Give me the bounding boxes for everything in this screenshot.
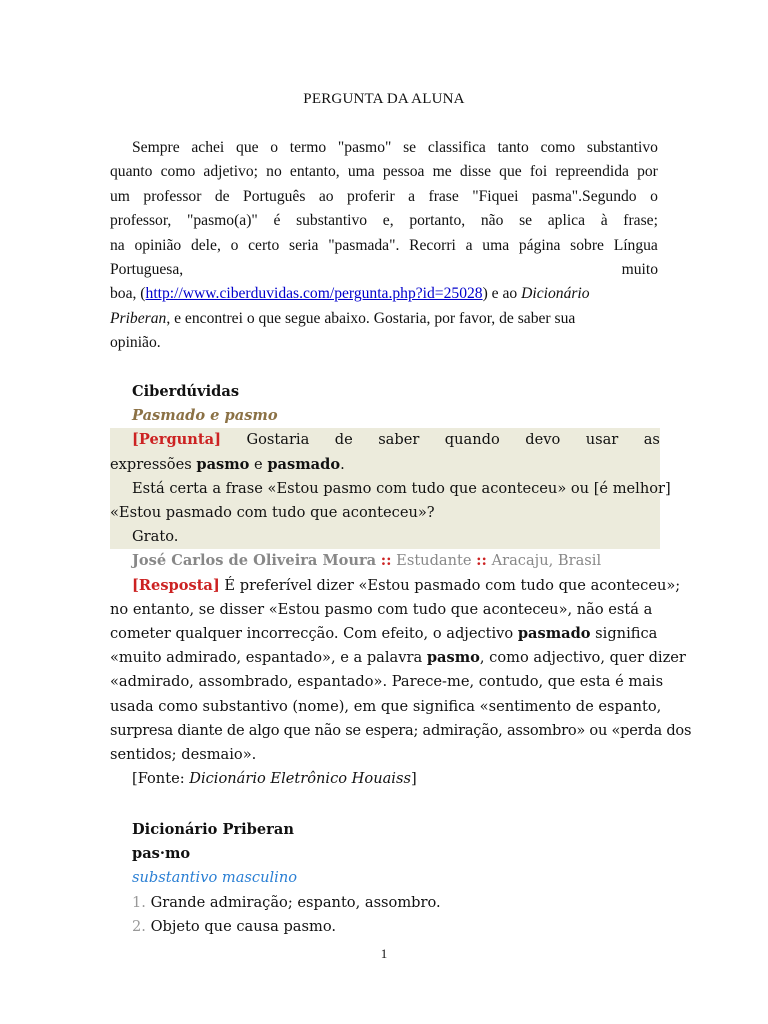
word: substantivo: [586, 139, 658, 156]
priberan-heading: Dicionário Priberan: [132, 821, 294, 838]
word: devo: [525, 431, 561, 449]
intro-line-3: [110, 185, 658, 209]
word: frase;: [623, 212, 658, 230]
word: professor: [143, 187, 202, 205]
word: o: [270, 139, 279, 156]
word: como: [540, 139, 576, 156]
answer-line-3: cometer qualquer incorrecção. Com efeito, o adjectivo pasmado significa: [110, 625, 658, 643]
word: não: [480, 212, 504, 230]
word: Português: [243, 187, 306, 205]
word: dele,: [190, 236, 221, 254]
word: que: [499, 163, 522, 181]
author-role: Estudante: [396, 552, 472, 570]
word: Língua: [613, 236, 658, 254]
author-line: José Carlos de Oliveira Moura :: Estudante :: Aracaju, Brasil: [132, 552, 602, 570]
ciberduvidas-link[interactable]: http://www.ciberduvidas.com/pergunta.php?id=25028: [145, 285, 483, 303]
question-line-3: Está certa a frase «Estou pasmo com tudo que aconteceu» ou [é melhor]: [132, 479, 671, 497]
answer-line-8: sentidos; desmaio».: [110, 746, 257, 764]
word: que: [236, 139, 259, 156]
article-subheading: Pasmado e pasmo: [132, 407, 278, 425]
source-line: [Fonte: Dicionário Eletrônico Houaiss]: [132, 770, 417, 788]
ciberduvidas-section: [110, 380, 692, 791]
word: frase: [428, 187, 459, 205]
word: na: [110, 236, 125, 254]
word: o: [650, 187, 658, 205]
question-line-1: [110, 428, 660, 452]
word: pessoa: [382, 163, 425, 181]
word: termo: [289, 139, 327, 156]
word: "pasmada".: [328, 236, 400, 254]
word: como: [160, 163, 196, 181]
word: Recorri: [409, 236, 456, 254]
question-line-4: «Estou pasmado com tudo que aconteceu»?: [110, 504, 435, 522]
word: quanto: [110, 163, 153, 181]
word: por: [637, 163, 658, 181]
word: certo: [248, 236, 280, 254]
word: foi: [529, 163, 548, 181]
word: Gostaria: [246, 431, 310, 449]
word: as: [643, 431, 660, 449]
word: quando: [444, 431, 500, 449]
page-number: 1: [380, 946, 388, 961]
intro-line-1: [110, 136, 658, 160]
word: disse: [459, 163, 492, 181]
word: e,: [382, 212, 394, 230]
word: sobre: [570, 236, 604, 254]
word: substantivo: [296, 212, 368, 230]
answer-line-7: surpresa diante de algo que não se espera; admiração, assombro» ou «perda dos: [110, 721, 692, 739]
ciberduvidas-heading: Ciberdúvidas: [132, 383, 240, 400]
intro-line-9: opinião.: [110, 334, 161, 352]
part-of-speech: substantivo masculino: [132, 869, 298, 887]
author-name: José Carlos de Oliveira Moura: [132, 552, 377, 570]
entry-word: pas·mo: [132, 845, 191, 863]
word: me: [432, 163, 452, 181]
word: usar: [585, 431, 619, 449]
answer-line-5: «admirado, assombrado, espantado». Parece-me, contudo, que esta é mais: [110, 673, 664, 691]
word: achei: [191, 139, 225, 156]
word: portanto,: [409, 212, 466, 230]
word: uma: [347, 163, 375, 181]
word: à: [600, 212, 608, 230]
word: "Fiquei: [472, 187, 519, 205]
intro-line-8: Priberan, e encontrei o que segue abaixo. Gostaria, por favor, de saber sua: [110, 309, 576, 327]
word: a: [408, 187, 416, 205]
word: uma: [482, 236, 510, 254]
word: de: [334, 431, 353, 449]
word: proferir: [347, 187, 395, 205]
word: classifica: [427, 139, 486, 156]
word: um: [110, 187, 130, 205]
word: o: [230, 236, 239, 254]
word: tanto: [497, 139, 529, 156]
word: é: [273, 212, 281, 230]
word: ao: [318, 187, 334, 205]
word: "pasmo(a)": [187, 212, 258, 230]
word: pasma".Segundo: [531, 187, 637, 205]
answer-line-4: «muito admirado, espantado», e a palavra pasmo, como adjectivo, quer dizer: [110, 649, 686, 667]
question-tag: [Pergunta]: [132, 431, 221, 449]
intro-line-7: boa, (http://www.ciberduvidas.com/pergunta.php?id=25028) e ao Dicionário: [110, 285, 590, 303]
word: aplica: [547, 212, 585, 230]
answer-line-1: [Resposta] É preferível dizer «Estou pasmado com tudo que aconteceu»;: [132, 576, 681, 594]
definition-2: 2. Objeto que causa pasmo.: [132, 917, 336, 935]
priberan-section: [110, 818, 658, 939]
intro-line-4: [110, 209, 658, 233]
question-box: [110, 428, 671, 549]
question-signoff: Grato.: [132, 528, 179, 546]
word: saber: [378, 431, 420, 449]
answer-line-6: usada como substantivo (nome), em que significa «sentimento de espanto,: [110, 697, 662, 715]
author-place: Aracaju, Brasil: [491, 552, 602, 570]
word: repreendida: [555, 163, 629, 181]
word: professor,: [110, 212, 172, 230]
word: se: [403, 139, 417, 156]
answer-line-2: no entanto, se disser «Estou pasmo com tudo que aconteceu», não está a: [110, 600, 653, 618]
word: se: [519, 212, 533, 230]
question-line-2: expressões pasmo e pasmado.: [110, 455, 345, 473]
intro-line-5: [110, 234, 658, 258]
word: a: [465, 236, 473, 254]
word: página: [518, 236, 561, 254]
intro-line-2: [110, 160, 658, 184]
word: seria: [289, 236, 319, 254]
word: de: [214, 187, 230, 205]
intro-paragraph: [110, 136, 658, 356]
word: entanto,: [289, 163, 340, 181]
word: no: [266, 163, 282, 181]
answer-tag: [Resposta]: [132, 576, 220, 594]
word: opinião: [134, 236, 182, 254]
intro-line-6: Portuguesa, muito: [110, 261, 658, 279]
word: Sempre: [132, 139, 180, 156]
word: adjetivo;: [203, 163, 258, 181]
word: "pasmo": [337, 139, 392, 156]
definition-1: 1. Grande admiração; espanto, assombro.: [132, 893, 441, 911]
page-title: PERGUNTA DA ALUNA: [303, 91, 465, 107]
